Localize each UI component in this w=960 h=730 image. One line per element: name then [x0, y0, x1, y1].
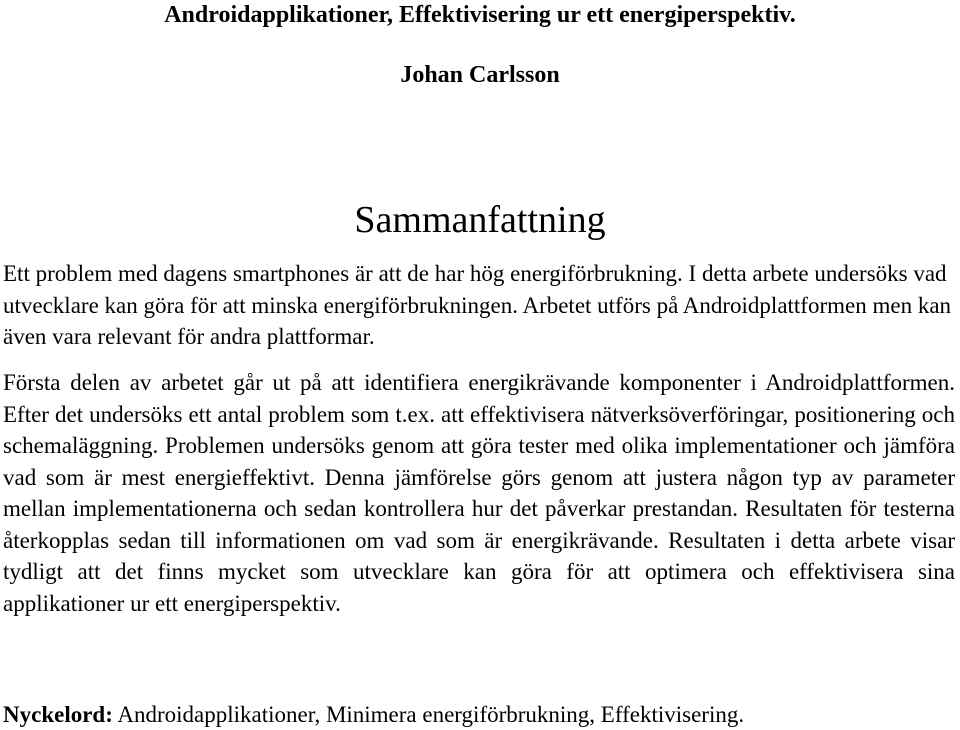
document-title: Androidapplikationer, Effektivisering ur ett energiperspektiv. — [164, 2, 796, 28]
keywords-line — [3, 700, 955, 730]
keywords-label: Nyckelord: — [3, 702, 113, 727]
section-heading: Sammanfattning — [354, 199, 606, 241]
keywords-text: Androidapplikationer, Minimera energiförbrukning, Effektivisering. — [112, 702, 745, 727]
abstract-paragraph-2: Första delen av arbetet går ut på att identifiera energikrävande komponenter i Androidplattformen. Efter det undersöks ett antal problem som t.ex. att effektivisera nätverksöverföringar, positionering och schemaläggning. Problemen undersöks genom att göra tester med olika implementationer och jämföra vad som är mest energieffektivt. Denna jämförelse görs genom att justera någon typ av parameter mellan implementationerna och sedan kontrollera hur det påverkar prestandan. Resultaten för testerna återkopplas sedan till informationen om vad som är energikrävande. Resultaten i detta arbete visar tydligt att det finns mycket som utvecklare kan göra för att optimera och effektivisera sina applikationer ur ett energiperspektiv. — [3, 370, 955, 616]
author-name: Johan Carlsson — [400, 62, 560, 88]
abstract-paragraph-1: Ett problem med dagens smartphones är att de har hög energiförbrukning. I detta arbete undersöks vad utvecklare kan göra för att minska energiförbrukningen. Arbetet utförs på Androidplattformen men kan även vara relevant för andra plattformar. — [3, 261, 952, 349]
